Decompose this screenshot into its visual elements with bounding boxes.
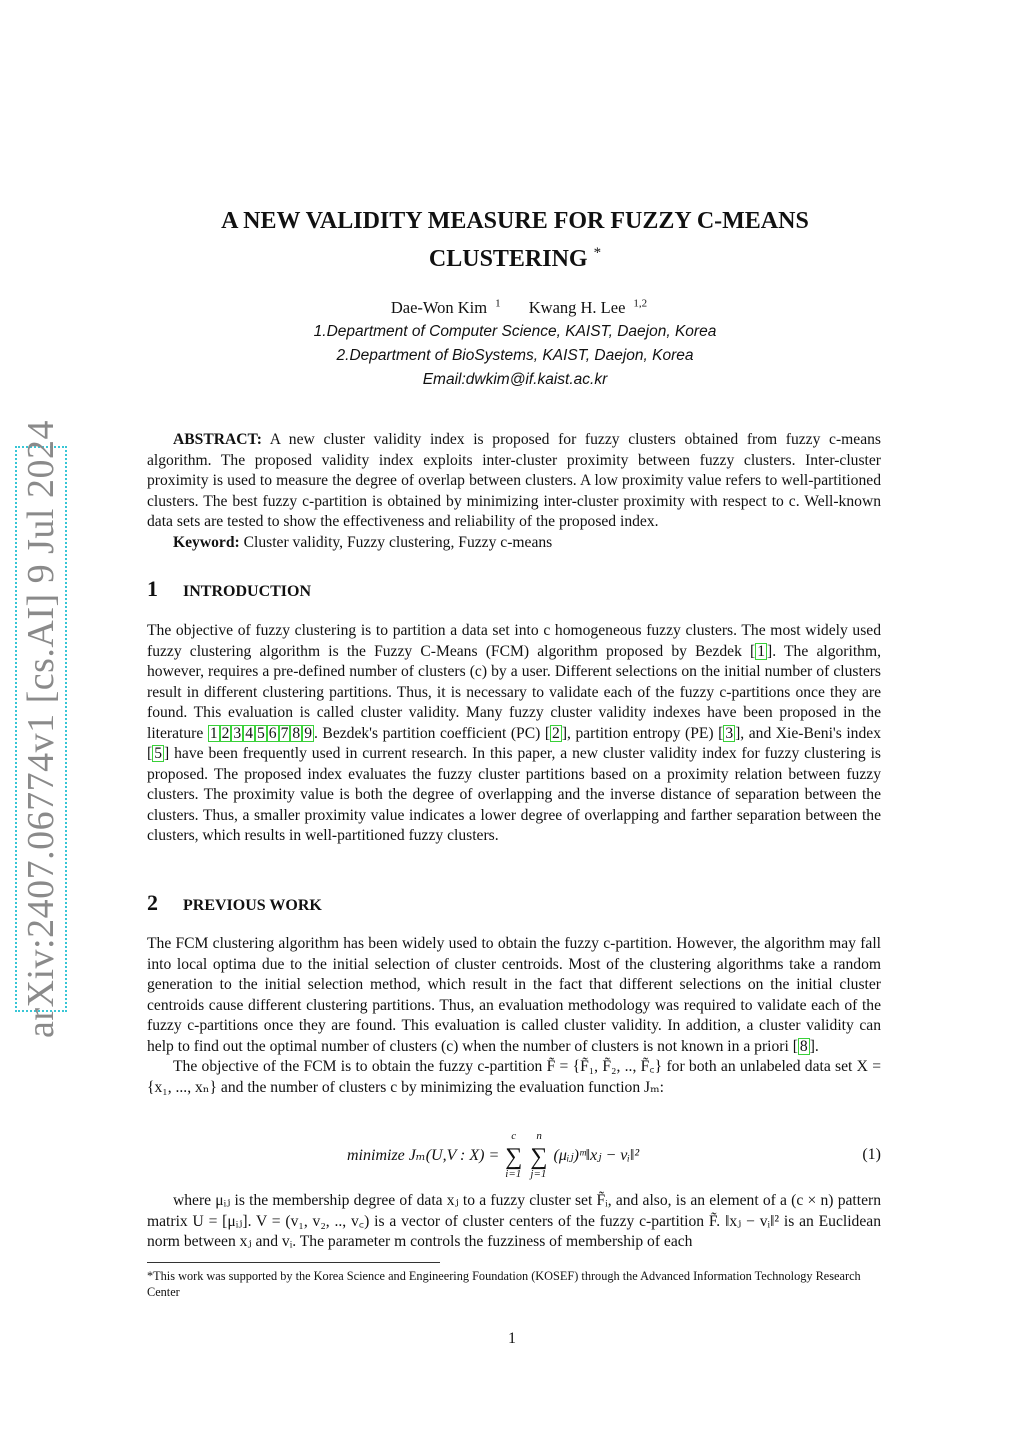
citation-link[interactable]: 2	[552, 724, 560, 742]
author-1	[383, 298, 501, 317]
equation-rhs: (μᵢⱼ)ᵐ‖xⱼ − vᵢ‖²	[553, 1147, 640, 1164]
citation-link[interactable]: 4	[245, 724, 253, 742]
keyword-label: Keyword:	[173, 533, 240, 551]
paper-title	[150, 205, 880, 275]
page-number: 1	[508, 1330, 516, 1347]
citation-link[interactable]: 6	[268, 724, 277, 742]
section-number: 2	[147, 890, 158, 915]
footnote-divider	[147, 1262, 440, 1263]
intro-text-6: ] have been frequently used in current research. In this paper, a new cluster validity index for fuzzy clustering is proposed. The proposed index evaluates the fuzzy cluster partitions based on a proximity relation between fuzzy clusters. The proximity value is both the degree of overlapping and the inverse distance of separation between the clusters. Thus, a smaller proximity value indicates a lower degree of overlapping and farther separation between the clusters, which results in well-partitioned fuzzy clusters.	[147, 745, 881, 844]
sum-symbol-j: ∑ n j=1	[530, 1130, 548, 1180]
citation-link[interactable]: 3	[233, 724, 242, 742]
previous-paragraph-2: The objective of the FCM is to obtain the fuzzy c-partition F̃ = {F̃₁, F̃₂, .., F̃꜀} for both an unlabeled data set X = {x₁, ..., xₙ} and the number of clusters c by minimizing the evaluation function Jₘ:	[147, 1058, 881, 1096]
previous-paragraph-1	[147, 934, 881, 1057]
keywords: Cluster validity, Fuzzy clustering, Fuzzy c-means	[243, 533, 553, 551]
author-names	[150, 291, 880, 320]
title-footnote-mark[interactable]: *	[593, 245, 602, 261]
equation-formula	[347, 1130, 640, 1180]
author-block	[150, 291, 880, 392]
sum-i-upper: c	[511, 1130, 517, 1142]
abstract-paragraph	[147, 430, 881, 533]
affiliation-1: 1.Department of Computer Science, KAIST, Daejon, Korea	[313, 322, 717, 340]
citation-link[interactable]: 9	[304, 724, 312, 742]
author-email: Email:dwkim@if.kaist.ac.kr	[422, 370, 608, 388]
author-2-sup: 1,2	[633, 297, 648, 309]
sum-j-upper: n	[536, 1130, 542, 1142]
sum-j-lower: j=1	[530, 1168, 547, 1180]
equation-number: (1)	[862, 1146, 881, 1163]
title-line-2	[150, 237, 880, 275]
intro-paragraph	[147, 621, 881, 847]
citation-link[interactable]: 5	[257, 724, 265, 742]
author-1-sup: 1	[495, 297, 501, 309]
citation-link[interactable]: 8	[799, 1037, 808, 1055]
intro-text-2: ]. The algorithm, however, requires a pre-defined number of clusters (c) by a user. Different selections on the initial number of clusters result in different clustering partitions. Thus, it is necessary to validate each of the fuzzy c-partitions once they are found. This evaluation is called cluster validity. Many fuzzy cluster validity indexes have been proposed in the literature	[147, 642, 881, 742]
sum-i-lower: i=1	[505, 1168, 522, 1180]
abstract-label: ABSTRACT:	[173, 431, 262, 448]
intro-text-1: The objective of fuzzy clustering is to partition a data set into c homogeneous fuzzy clusters. The most widely used fuzzy clustering algorithm is the Fuzzy C-Means (FCM) algorithm proposed by Bezdek [	[147, 622, 881, 660]
section-heading-previous-work	[147, 890, 322, 916]
title-line-1: A NEW VALIDITY MEASURE FOR FUZZY C-MEANS	[221, 208, 809, 234]
section-title: INTRODUCTION	[183, 583, 312, 600]
author-2	[521, 298, 647, 317]
introduction-body	[147, 621, 881, 847]
previous-text-1a: The FCM clustering algorithm has been widely used to obtain the fuzzy c-partition. However, the algorithm may fall into local optima due to the initial selection of cluster centroids. Most of the clustering algorithms take a random generation to the initial selection method, which result in the fact that different selections on the initial cluster centroids cause different clustering partitions. Thus, an evaluation methodology was required to validate each of the fuzzy c-partitions once they are found. This evaluation is called cluster validity. In addition, a cluster validity can help to find out the optimal number of clusters (c) when the number of clusters is not known in a priori [	[147, 935, 881, 1055]
citation-link[interactable]: 7	[280, 724, 289, 742]
footnote: *This work was supported by the Korea Science and Engineering Foundation (KOSEF) through the Advanced Information Technology Research Center	[147, 1269, 861, 1299]
citation-link[interactable]: 8	[292, 724, 301, 742]
section-heading-introduction	[147, 576, 311, 602]
citation-link[interactable]: 1	[757, 642, 766, 660]
citation-link[interactable]: 2	[221, 724, 230, 742]
title-line-2-text: CLUSTERING	[428, 246, 588, 272]
section-number: 1	[147, 576, 158, 601]
section-title: PREVIOUS WORK	[183, 897, 322, 914]
abstract-text: A new cluster validity index is proposed for fuzzy clusters obtained from fuzzy c-means algorithm. The proposed validity index exploits inter-cluster proximity between fuzzy clusters. Inter-cluster proximity is used to measure the degree of overlap between clusters. A low proximity value refers to well-partitioned clusters. The best fuzzy c-partition is obtained by minimizing inter-cluster proximity with respect to c. Well-known data sets are tested to show the effectiveness and reliability of the proposed index.	[147, 431, 881, 530]
arxiv-watermark-text: arXiv:2407.06774v1 [cs.AI] 9 Jul 2024	[20, 420, 62, 1038]
intro-text-4: ], partition entropy (PE) [	[561, 724, 724, 742]
citation-link[interactable]: 3	[725, 724, 734, 742]
citation-link[interactable]: 1	[209, 724, 218, 742]
previous-paragraph-3: where μᵢⱼ is the membership degree of data xⱼ to a fuzzy cluster set F̃ᵢ, and also, is an element of a (c × n) pattern matrix U = [μᵢⱼ]. V = (v₁, v₂, .., v꜀) is a vector of cluster centers of the fuzzy c-partition F̃. ‖xⱼ − vᵢ‖² is an Euclidean norm between xⱼ and vᵢ. The parameter m controls the fuzziness of membership of each	[147, 1192, 881, 1250]
previous-work-body	[147, 934, 881, 1098]
previous-text-1b: ].	[809, 1037, 819, 1055]
affiliation-2: 2.Department of BioSystems, KAIST, Daejon, Korea	[336, 346, 694, 364]
sum-symbol-i: ∑ c i=1	[505, 1130, 523, 1180]
abstract	[147, 430, 881, 553]
citation-link[interactable]: 5	[154, 745, 162, 762]
intro-text-5: ], and Xie-Beni's index [	[147, 724, 881, 762]
equation-1	[147, 1130, 881, 1184]
arxiv-watermark[interactable]	[15, 420, 67, 1038]
previous-work-continued	[147, 1191, 881, 1253]
author-2-name: Kwang H. Lee	[528, 297, 626, 317]
equation-lhs: minimize Jₘ(U,V : X) =	[347, 1147, 500, 1164]
intro-text-3: . Bezdek's partition coefficient (PC) [	[313, 724, 551, 742]
keywords-line	[147, 533, 881, 554]
author-1-name: Dae-Won Kim	[390, 297, 488, 317]
